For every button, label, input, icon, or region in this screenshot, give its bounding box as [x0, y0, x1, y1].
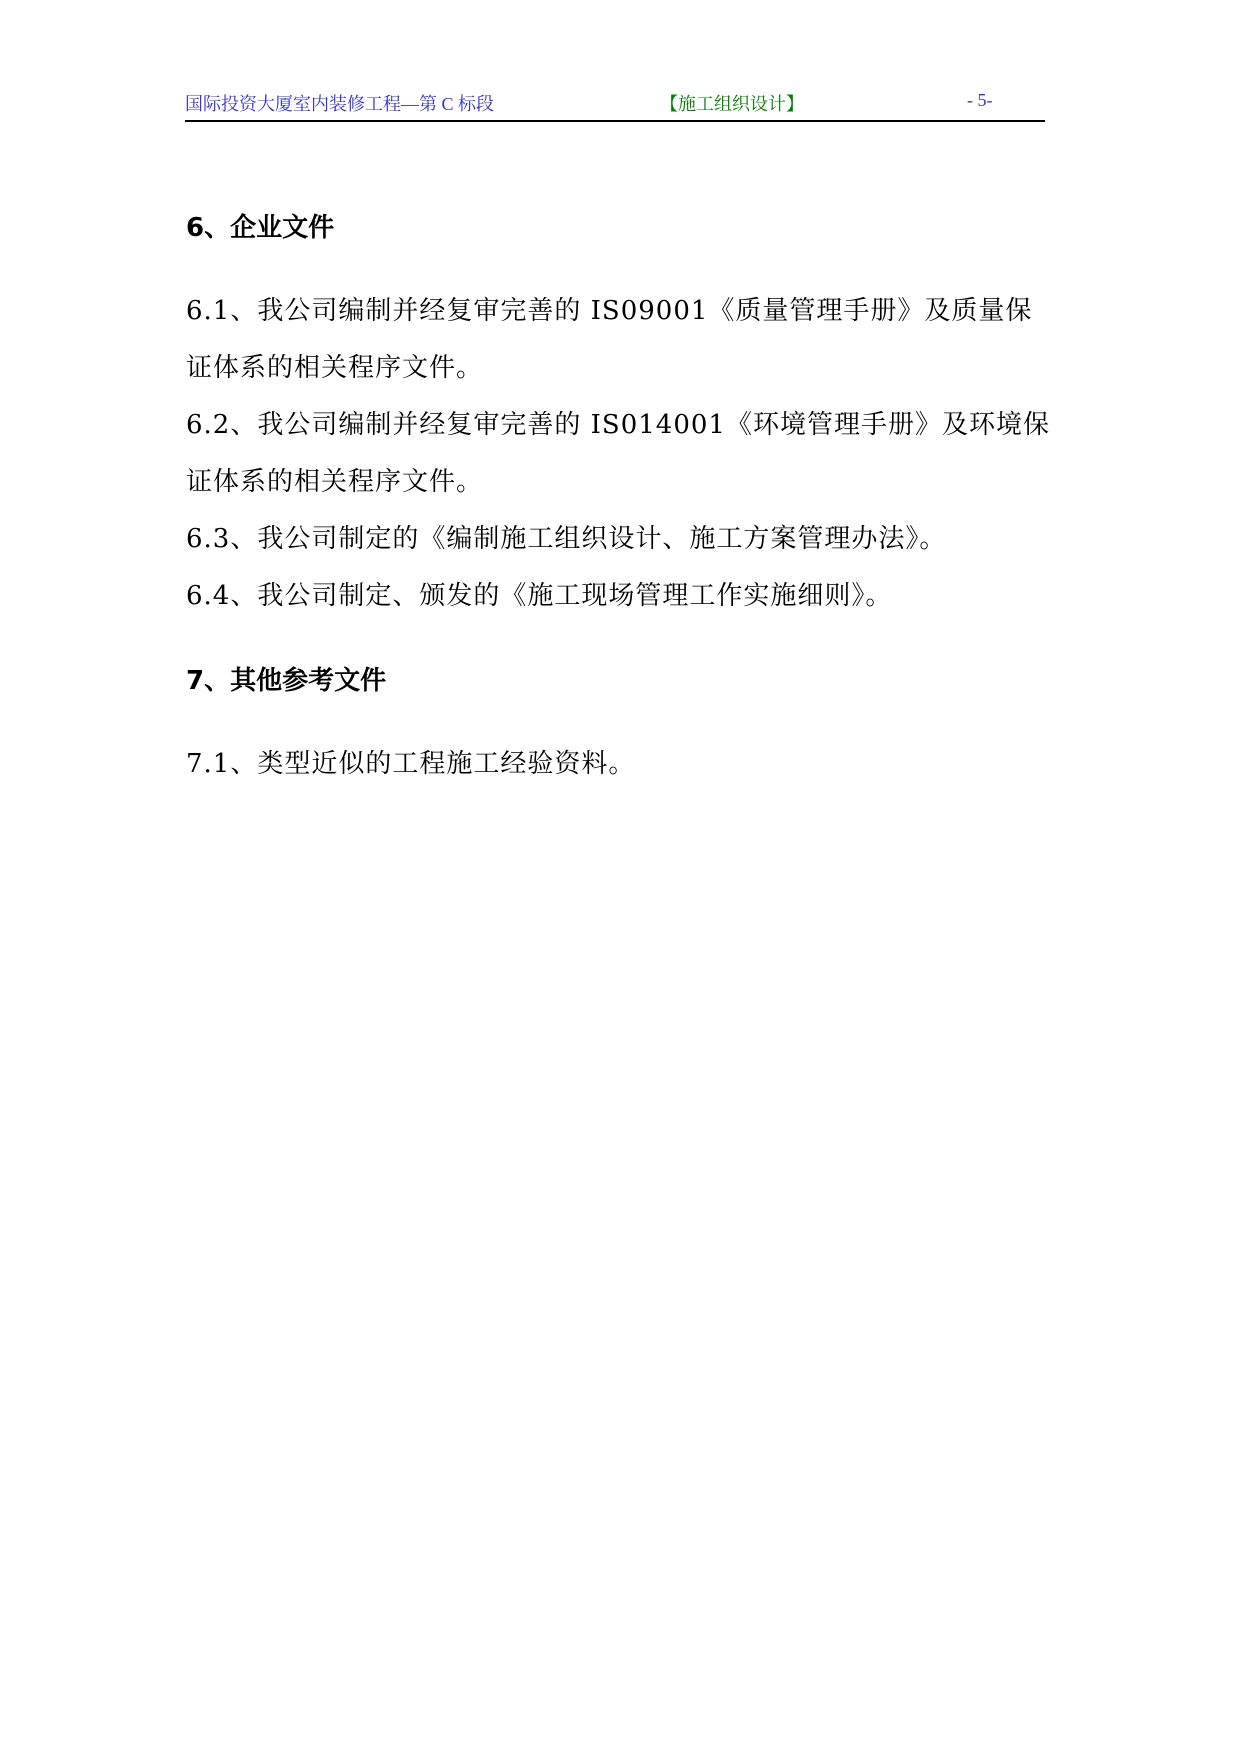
- paragraph-line: 6.3、我公司制定的《编制施工组织设计、施工方案管理办法》。: [186, 524, 947, 554]
- header-project-title: 国际投资大厦室内装修工程—第 C 标段: [185, 94, 495, 114]
- paragraph-line: 6.2、我公司编制并经复审完善的 IS014001《环境管理手册》及环境保: [186, 410, 1050, 440]
- paragraph-line: 6.4、我公司制定、颁发的《施工现场管理工作实施细则》。: [186, 581, 893, 611]
- paragraph-line: 证体系的相关程序文件。: [186, 467, 484, 497]
- paragraph-line: 6.1、我公司编制并经复审完善的 IS09001《质量管理手册》及质量保: [186, 296, 1033, 326]
- section-heading-7: 7、其他参考文件: [186, 666, 387, 696]
- paragraph-line: 7.1、类型近似的工程施工经验资料。: [186, 749, 636, 779]
- section-heading-6: 6、企业文件: [186, 213, 335, 243]
- page-header: [185, 86, 1045, 122]
- header-page-number: - 5-: [967, 90, 993, 110]
- header-section-title: 【施工组织设计】: [660, 94, 804, 114]
- paragraph-line: 证体系的相关程序文件。: [186, 353, 484, 383]
